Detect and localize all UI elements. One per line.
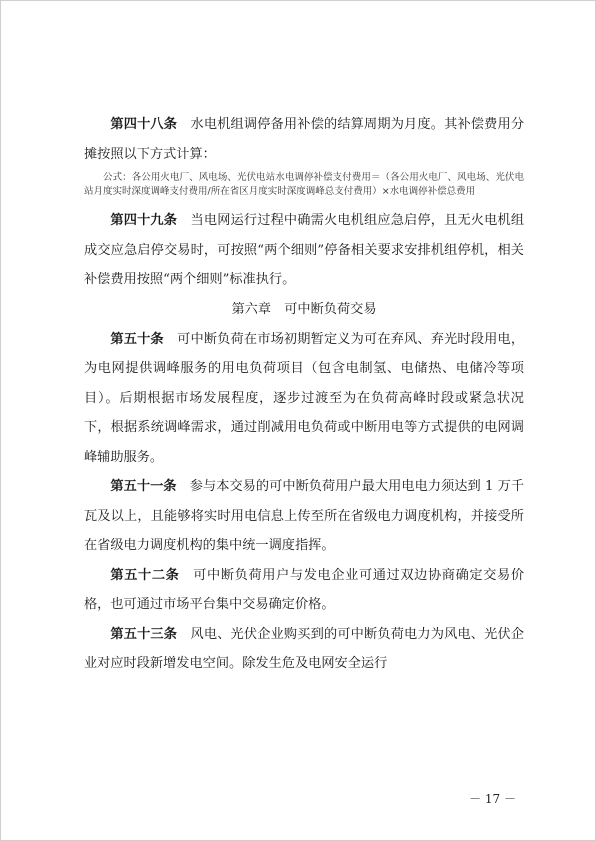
article-52-text: 可中断负荷用户与发电企业可通过双边协商确定交易价格，也可通过市场平台集中交易确定价格。 (84, 567, 525, 612)
article-53-text: 风电、光伏企业购买到的可中断负荷电力为风电、光伏企业对应时段新增发电空间。除发生危及电网安全运行 (84, 626, 525, 671)
article-49 (84, 206, 524, 295)
article-53 (84, 620, 524, 679)
article-48-text: 水电机组调停备用补偿的结算周期为月度。其补偿费用分摊按照以下方式计算： (84, 117, 525, 162)
article-50-text: 可中断负荷在市场初期暂定义为可在弃风、弃光时段用电，为电网提供调峰服务的用电负荷项目（包含电制氢、电储热、电储冷等项目）。后期根据市场发展程度，逐步过渡至为在负荷高峰时段或紧急状况下，根据系统调峰需求，通过削减用电负荷或中断用电等方式提供的电网调峰辅助服务。 (84, 331, 525, 465)
article-53-label: 第五十三条 (110, 626, 178, 642)
article-49-text: 当电网运行过程中确需火电机组应急启停，且无火电机组成交应急启停交易时，可按照“两个细则”停备相关要求安排机组停机，相关补偿费用按照“两个细则”标准执行。 (84, 213, 525, 287)
article-50-label: 第五十条 (110, 331, 164, 347)
article-48-label: 第四十八条 (110, 117, 178, 132)
article-51 (84, 472, 524, 561)
article-52-label: 第五十二条 (110, 567, 180, 583)
page-number: － 17 － (469, 792, 516, 806)
chapter-heading: 第六章 可中断负荷交易 (231, 301, 377, 317)
article-49-label: 第四十九条 (110, 213, 178, 228)
formula-text: 公式：各公用火电厂、风电场、光伏电站水电调停补偿支付费用＝（各公用火电厂、风电场、光伏电站月度实时深度调峰支付费用/所在省区月度实时深度调峰总支付费用）×水电调停补偿总费用 (84, 172, 524, 197)
article-48 (84, 110, 524, 169)
article-51-text: 参与本交易的可中断负荷用户最大用电电力须达到 1 万千瓦及以上，且能够将实时用电信息上传至所在省级电力调度机构，并接受所在省级电力调度机构的集中统一调度指挥。 (84, 479, 525, 553)
article-50 (84, 325, 524, 473)
article-52 (84, 561, 524, 620)
document-body (84, 110, 524, 679)
article-51-label: 第五十一条 (110, 479, 177, 494)
